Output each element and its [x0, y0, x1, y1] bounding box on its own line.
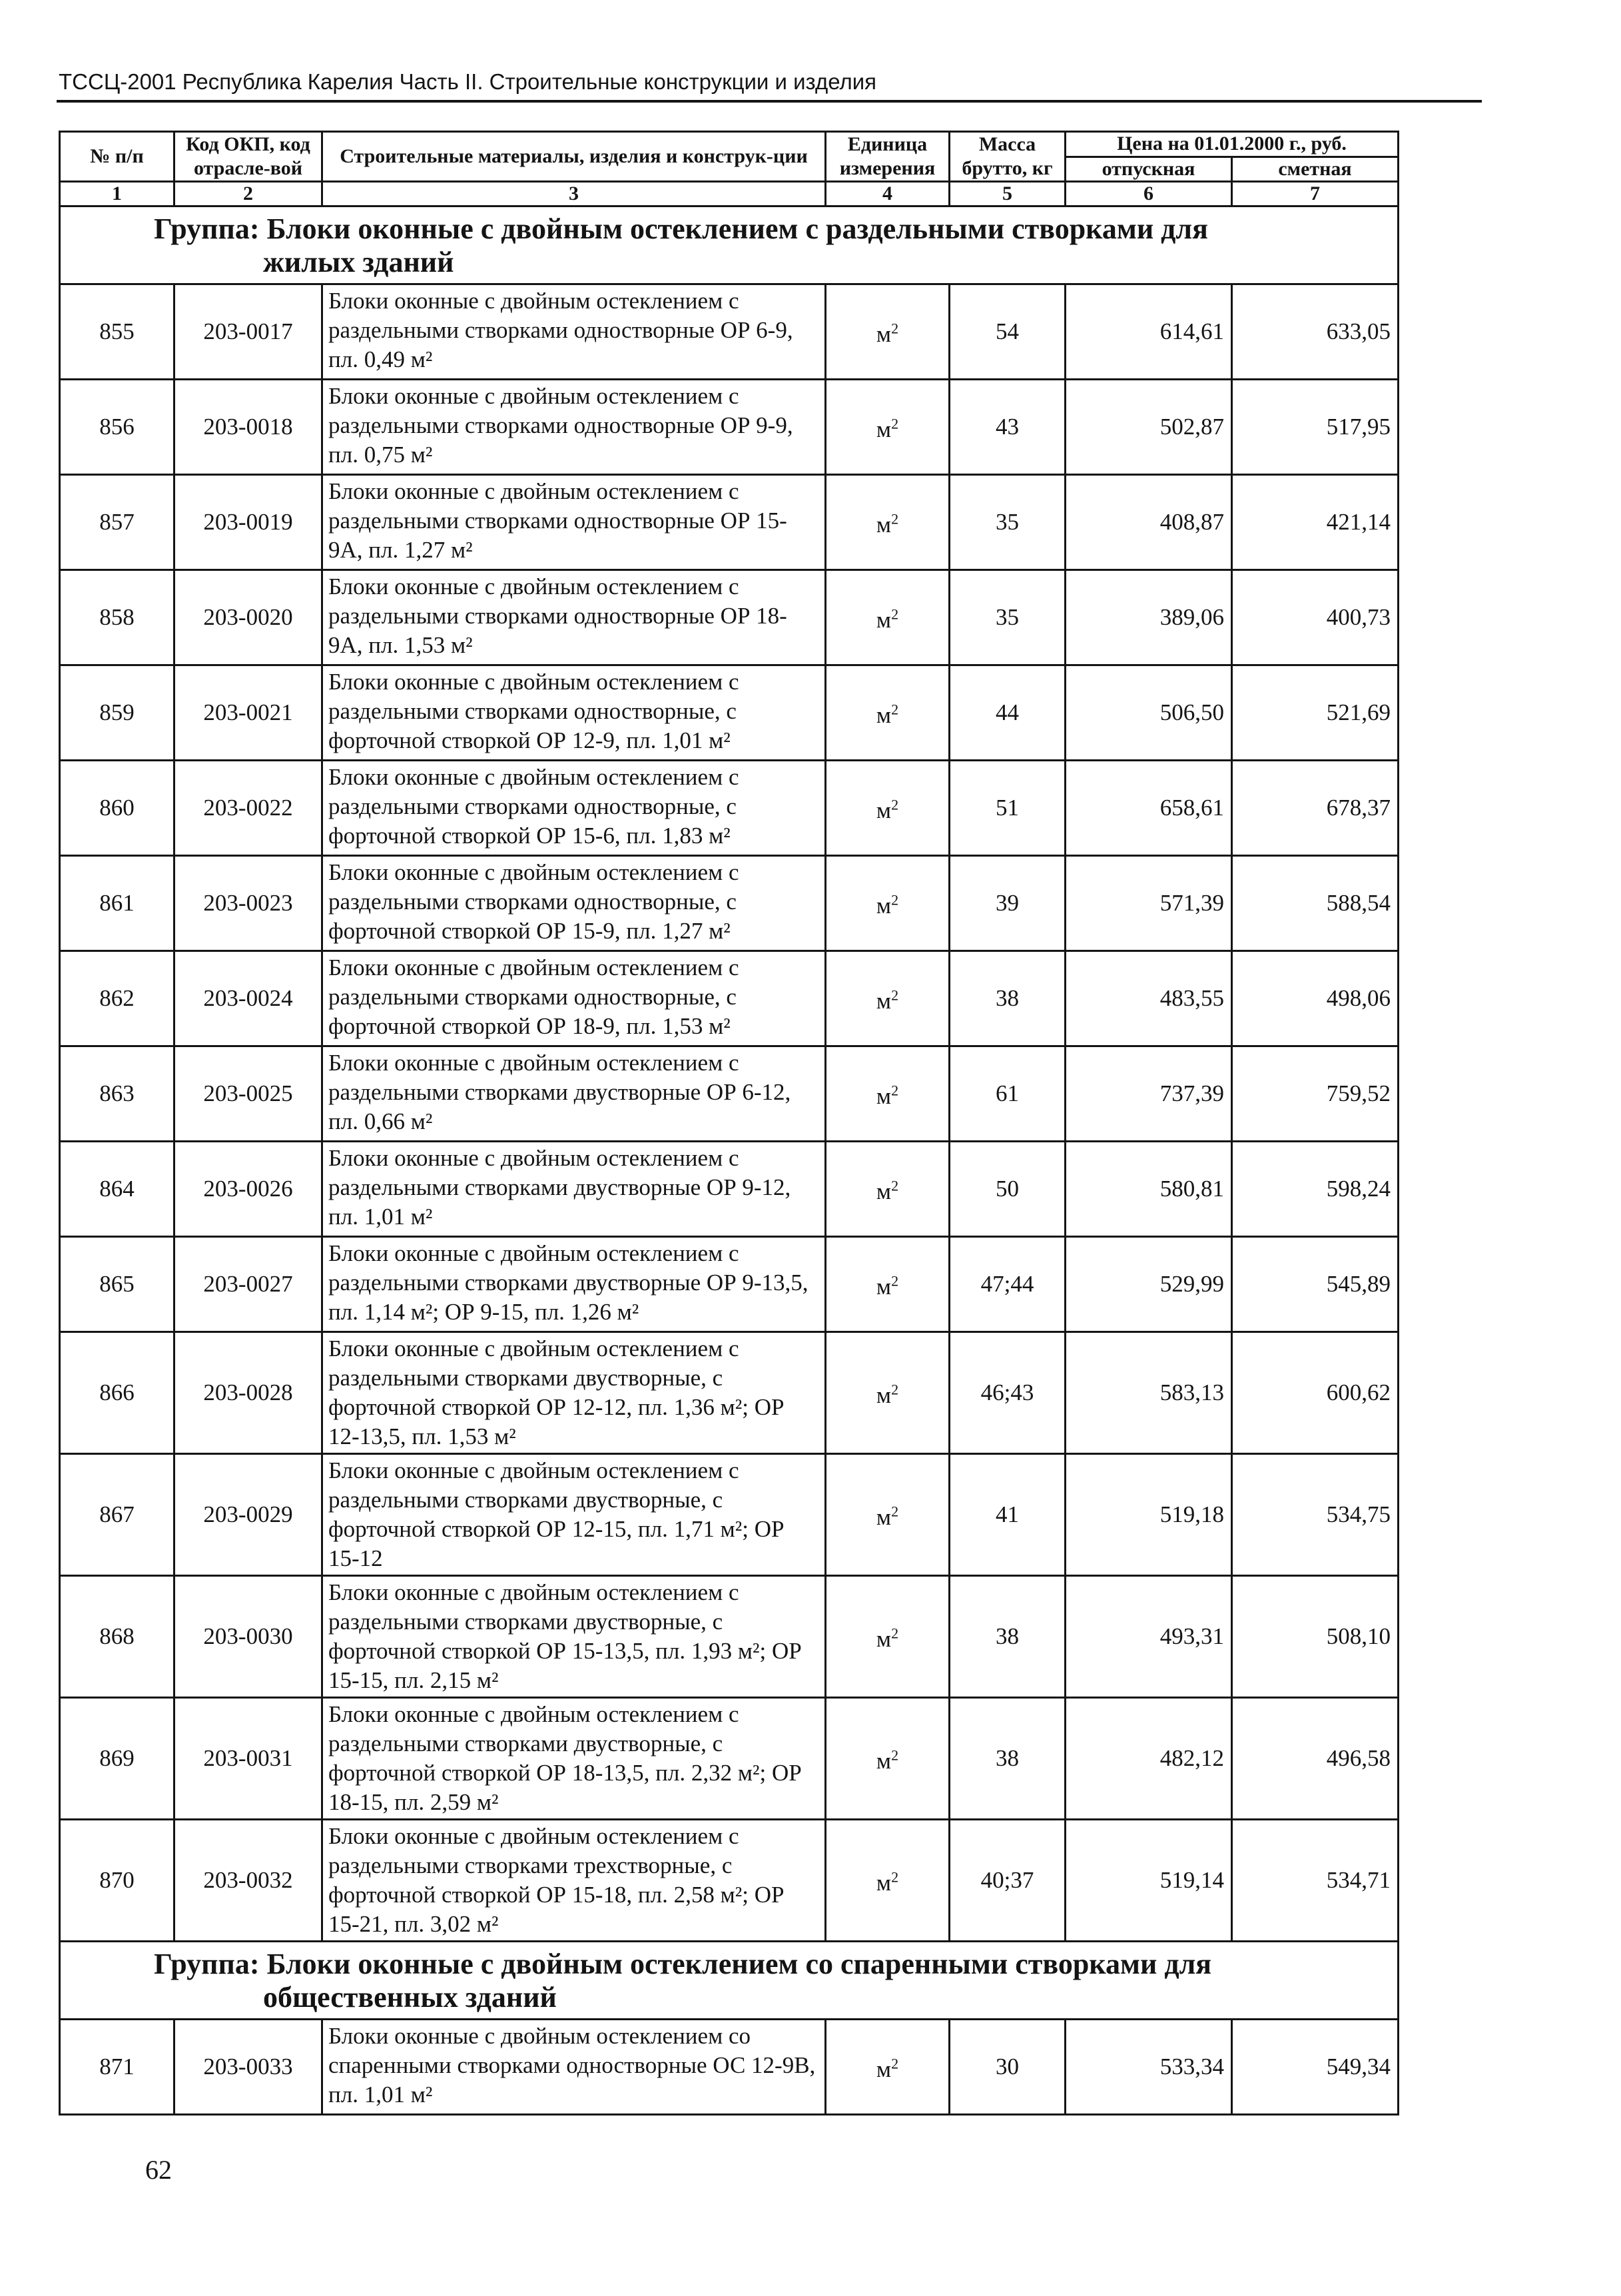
- col-header-num: № п/п: [60, 132, 174, 182]
- col-header-price-group: Цена на 01.01.2000 г., руб.: [1066, 132, 1399, 157]
- material-description: Блоки оконные с двойным остеклением с раздельными створками двустворные, с форточной створкой ОР 12-12, пл. 1,36 м²; ОР 12-13,5, пл. 1,53 м²: [322, 1332, 826, 1454]
- group-heading-lead: Группа: Блоки оконные с двойным остеклением со спаренными створками для: [154, 1948, 1212, 1980]
- table-row: [60, 380, 1399, 475]
- row-number: 855: [60, 284, 174, 380]
- okp-code: 203-0026: [174, 1142, 322, 1237]
- okp-code: 203-0032: [174, 1820, 322, 1942]
- okp-code: 203-0027: [174, 1237, 322, 1332]
- release-price-value: 571,39: [1066, 856, 1232, 951]
- material-description: Блоки оконные с двойным остеклением с раздельными створками одностворные ОР 9-9, пл. 0,75 м²: [322, 380, 826, 475]
- row-number: 867: [60, 1454, 174, 1576]
- estimate-price-value: 421,14: [1232, 475, 1399, 570]
- column-number: 5: [950, 182, 1066, 206]
- okp-code: 203-0018: [174, 380, 322, 475]
- column-number: 6: [1066, 182, 1232, 206]
- col-header-unit: Единица измерения: [826, 132, 950, 182]
- release-price-value: 519,18: [1066, 1454, 1232, 1576]
- unit-value: [876, 893, 898, 919]
- mass-value: 38: [950, 1576, 1066, 1698]
- unit-exponent: 2: [891, 1868, 899, 1886]
- unit-value: [876, 1083, 898, 1109]
- unit-symbol: м: [876, 512, 892, 538]
- okp-code: 203-0021: [174, 665, 322, 761]
- okp-code: 203-0025: [174, 1046, 322, 1142]
- material-description: Блоки оконные с двойным остеклением с раздельными створками одностворные, с форточной створкой ОР 18-9, пл. 1,53 м²: [322, 951, 826, 1046]
- release-price-value: 533,34: [1066, 2020, 1232, 2115]
- unit-value: [876, 1870, 898, 1896]
- table-row: [60, 856, 1399, 951]
- unit-symbol: м: [876, 2056, 892, 2083]
- unit-symbol: м: [876, 797, 892, 824]
- material-description: Блоки оконные с двойным остеклением со спаренными створками одностворные ОС 12-9В, пл. 1,01 м²: [322, 2020, 826, 2115]
- material-description: Блоки оконные с двойным остеклением с раздельными створками двустворные ОР 9-13,5, пл. 1,14 м²; ОР 9-15, пл. 1,26 м²: [322, 1237, 826, 1332]
- group-rows: [60, 2020, 1399, 2115]
- estimate-price-value: 498,06: [1232, 951, 1399, 1046]
- row-number: 860: [60, 761, 174, 856]
- mass-value: 35: [950, 475, 1066, 570]
- table-row: [60, 1046, 1399, 1142]
- group-heading: [67, 212, 1208, 279]
- material-description: Блоки оконные с двойным остеклением с раздельными створками одностворные ОР 15-9А, пл. 1,27 м²: [322, 475, 826, 570]
- unit-cell: [826, 380, 950, 475]
- unit-value: [876, 702, 898, 728]
- unit-cell: [826, 1698, 950, 1820]
- group-heading-row: [60, 206, 1399, 284]
- row-number: 861: [60, 856, 174, 951]
- row-number: 868: [60, 1576, 174, 1698]
- estimate-price-value: 600,62: [1232, 1332, 1399, 1454]
- mass-value: 50: [950, 1142, 1066, 1237]
- column-number: 3: [322, 182, 826, 206]
- estimate-price-value: 517,95: [1232, 380, 1399, 475]
- row-number: 864: [60, 1142, 174, 1237]
- unit-cell: [826, 475, 950, 570]
- material-description: Блоки оконные с двойным остеклением с раздельными створками двустворные, с форточной створкой ОР 12-15, пл. 1,71 м²; ОР 15-12: [322, 1454, 826, 1576]
- row-number: 859: [60, 665, 174, 761]
- column-number: 1: [60, 182, 174, 206]
- okp-code: 203-0029: [174, 1454, 322, 1576]
- unit-exponent: 2: [891, 605, 899, 623]
- price-table: [59, 131, 1399, 2115]
- mass-value: 46;43: [950, 1332, 1066, 1454]
- estimate-price-value: 496,58: [1232, 1698, 1399, 1820]
- column-number: 7: [1232, 182, 1399, 206]
- mass-value: 39: [950, 856, 1066, 951]
- group-heading-rest: жилых зданий: [263, 246, 454, 278]
- release-price-value: 482,12: [1066, 1698, 1232, 1820]
- estimate-price-value: 521,69: [1232, 665, 1399, 761]
- column-number: 4: [826, 182, 950, 206]
- col-header-materials: Строительные материалы, изделия и конструк-ции: [322, 132, 826, 182]
- unit-value: [876, 607, 898, 633]
- unit-value: [876, 416, 898, 442]
- release-price-value: 506,50: [1066, 665, 1232, 761]
- page-number: 62: [145, 2155, 172, 2185]
- unit-value: [876, 1626, 898, 1652]
- unit-cell: [826, 284, 950, 380]
- release-price-value: 614,61: [1066, 284, 1232, 380]
- mass-value: 47;44: [950, 1237, 1066, 1332]
- col-header-release-price: отпускная: [1066, 157, 1232, 182]
- group-heading: [67, 1948, 1211, 2014]
- unit-symbol: м: [876, 1178, 892, 1205]
- unit-exponent: 2: [891, 1625, 899, 1642]
- mass-value: 51: [950, 761, 1066, 856]
- estimate-price-value: 678,37: [1232, 761, 1399, 856]
- unit-symbol: м: [876, 1382, 892, 1409]
- mass-value: 40;37: [950, 1820, 1066, 1942]
- row-number: 866: [60, 1332, 174, 1454]
- unit-cell: [826, 856, 950, 951]
- material-description: Блоки оконные с двойным остеклением с раздельными створками одностворные ОР 6-9, пл. 0,49 м²: [322, 284, 826, 380]
- unit-cell: [826, 2020, 950, 2115]
- unit-exponent: 2: [891, 891, 899, 909]
- unit-symbol: м: [876, 1083, 892, 1110]
- estimate-price-value: 534,75: [1232, 1454, 1399, 1576]
- row-number: 870: [60, 1820, 174, 1942]
- okp-code: 203-0031: [174, 1698, 322, 1820]
- release-price-value: 483,55: [1066, 951, 1232, 1046]
- unit-cell: [826, 1046, 950, 1142]
- unit-cell: [826, 570, 950, 665]
- row-number: 863: [60, 1046, 174, 1142]
- release-price-value: 502,87: [1066, 380, 1232, 475]
- mass-value: 35: [950, 570, 1066, 665]
- mass-value: 30: [950, 2020, 1066, 2115]
- release-price-value: 389,06: [1066, 570, 1232, 665]
- okp-code: 203-0033: [174, 2020, 322, 2115]
- release-price-value: 493,31: [1066, 1576, 1232, 1698]
- estimate-price-value: 508,10: [1232, 1576, 1399, 1698]
- okp-code: 203-0017: [174, 284, 322, 380]
- okp-code: 203-0024: [174, 951, 322, 1046]
- unit-cell: [826, 1454, 950, 1576]
- material-description: Блоки оконные с двойным остеклением с раздельными створками двустворные ОР 6-12, пл. 0,66 м²: [322, 1046, 826, 1142]
- okp-code: 203-0023: [174, 856, 322, 951]
- unit-symbol: м: [876, 1626, 892, 1653]
- unit-symbol: м: [876, 321, 892, 348]
- unit-exponent: 2: [891, 1381, 899, 1398]
- okp-code: 203-0020: [174, 570, 322, 665]
- header-rule: [57, 100, 1482, 103]
- unit-exponent: 2: [891, 415, 899, 432]
- group-heading-row: [60, 1942, 1399, 2020]
- unit-exponent: 2: [891, 701, 899, 718]
- unit-value: [876, 321, 898, 347]
- col-header-estimate-price: сметная: [1232, 157, 1399, 182]
- material-description: Блоки оконные с двойным остеклением с раздельными створками одностворные, с форточной створкой ОР 15-9, пл. 1,27 м²: [322, 856, 826, 951]
- unit-value: [876, 1274, 898, 1300]
- unit-cell: [826, 665, 950, 761]
- unit-value: [876, 988, 898, 1014]
- group-rows: [60, 284, 1399, 1942]
- okp-code: 203-0022: [174, 761, 322, 856]
- row-number: 856: [60, 380, 174, 475]
- row-number: 869: [60, 1698, 174, 1820]
- material-description: Блоки оконные с двойным остеклением с раздельными створками одностворные ОР 18-9А, пл. 1,53 м²: [322, 570, 826, 665]
- unit-symbol: м: [876, 893, 892, 919]
- unit-cell: [826, 1142, 950, 1237]
- unit-exponent: 2: [891, 1082, 899, 1099]
- unit-cell: [826, 1576, 950, 1698]
- table-row: [60, 761, 1399, 856]
- unit-cell: [826, 1820, 950, 1942]
- running-header: ТССЦ-2001 Республика Карелия Часть II. Строительные конструкции и изделия: [59, 69, 877, 94]
- material-description: Блоки оконные с двойным остеклением с раздельными створками двустворные ОР 9-12, пл. 1,01 м²: [322, 1142, 826, 1237]
- release-price-value: 737,39: [1066, 1046, 1232, 1142]
- row-number: 862: [60, 951, 174, 1046]
- unit-value: [876, 512, 898, 538]
- column-number: 2: [174, 182, 322, 206]
- col-header-mass: Масса брутто, кг: [950, 132, 1066, 182]
- estimate-price-value: 598,24: [1232, 1142, 1399, 1237]
- table-row: [60, 570, 1399, 665]
- unit-cell: [826, 1332, 950, 1454]
- table-row: [60, 475, 1399, 570]
- table-row: [60, 1454, 1399, 1576]
- table-row: [60, 284, 1399, 380]
- unit-exponent: 2: [891, 1177, 899, 1194]
- unit-symbol: м: [876, 988, 892, 1014]
- unit-value: [876, 1382, 898, 1408]
- material-description: Блоки оконные с двойным остеклением с раздельными створками двустворные, с форточной створкой ОР 18-13,5, пл. 2,32 м²; ОР 18-15, пл. 2,59 м²: [322, 1698, 826, 1820]
- unit-symbol: м: [876, 1748, 892, 1774]
- table-row: [60, 1698, 1399, 1820]
- mass-value: 41: [950, 1454, 1066, 1576]
- unit-value: [876, 1504, 898, 1530]
- release-price-value: 658,61: [1066, 761, 1232, 856]
- release-price-value: 408,87: [1066, 475, 1232, 570]
- mass-value: 38: [950, 951, 1066, 1046]
- mass-value: 43: [950, 380, 1066, 475]
- estimate-price-value: 759,52: [1232, 1046, 1399, 1142]
- table-row: [60, 1142, 1399, 1237]
- estimate-price-value: 588,54: [1232, 856, 1399, 951]
- unit-value: [876, 2056, 898, 2082]
- release-price-value: 529,99: [1066, 1237, 1232, 1332]
- mass-value: 54: [950, 284, 1066, 380]
- unit-exponent: 2: [891, 1503, 899, 1520]
- unit-exponent: 2: [891, 2055, 899, 2072]
- row-number: 865: [60, 1237, 174, 1332]
- material-description: Блоки оконные с двойным остеклением с раздельными створками двустворные, с форточной створкой ОР 15-13,5, пл. 1,93 м²; ОР 15-15, пл. 2,15 м²: [322, 1576, 826, 1698]
- unit-cell: [826, 761, 950, 856]
- unit-exponent: 2: [891, 320, 899, 337]
- estimate-price-value: 549,34: [1232, 2020, 1399, 2115]
- table-row: [60, 665, 1399, 761]
- unit-symbol: м: [876, 702, 892, 729]
- col-header-okp-code: Код ОКП, код отрасле-вой: [174, 132, 322, 182]
- unit-exponent: 2: [891, 1272, 899, 1290]
- unit-value: [876, 1748, 898, 1774]
- estimate-price-value: 545,89: [1232, 1237, 1399, 1332]
- unit-symbol: м: [876, 416, 892, 443]
- row-number: 871: [60, 2020, 174, 2115]
- okp-code: 203-0030: [174, 1576, 322, 1698]
- unit-symbol: м: [876, 607, 892, 633]
- unit-symbol: м: [876, 1870, 892, 1896]
- unit-cell: [826, 1237, 950, 1332]
- unit-value: [876, 797, 898, 823]
- table-row: [60, 1820, 1399, 1942]
- mass-value: 38: [950, 1698, 1066, 1820]
- okp-code: 203-0019: [174, 475, 322, 570]
- unit-exponent: 2: [891, 796, 899, 813]
- material-description: Блоки оконные с двойным остеклением с раздельными створками трехстворные, с форточной створкой ОР 15-18, пл. 2,58 м²; ОР 15-21, пл. 3,02 м²: [322, 1820, 826, 1942]
- table-header: [60, 132, 1399, 206]
- okp-code: 203-0028: [174, 1332, 322, 1454]
- unit-exponent: 2: [891, 986, 899, 1004]
- mass-value: 61: [950, 1046, 1066, 1142]
- unit-symbol: м: [876, 1504, 892, 1531]
- unit-cell: [826, 951, 950, 1046]
- unit-value: [876, 1178, 898, 1204]
- column-number-row: [60, 182, 1399, 206]
- estimate-price-value: 400,73: [1232, 570, 1399, 665]
- row-number: 858: [60, 570, 174, 665]
- table-row: [60, 1576, 1399, 1698]
- unit-exponent: 2: [891, 510, 899, 528]
- table-row: [60, 1332, 1399, 1454]
- release-price-value: 583,13: [1066, 1332, 1232, 1454]
- release-price-value: 580,81: [1066, 1142, 1232, 1237]
- row-number: 857: [60, 475, 174, 570]
- table-row: [60, 2020, 1399, 2115]
- unit-exponent: 2: [891, 1746, 899, 1764]
- group-heading-lead: Группа: Блоки оконные с двойным остеклением с раздельными створками для: [154, 212, 1208, 245]
- group-heading-rest: общественных зданий: [263, 1981, 557, 2014]
- unit-symbol: м: [876, 1274, 892, 1300]
- estimate-price-value: 633,05: [1232, 284, 1399, 380]
- mass-value: 44: [950, 665, 1066, 761]
- material-description: Блоки оконные с двойным остеклением с раздельными створками одностворные, с форточной створкой ОР 12-9, пл. 1,01 м²: [322, 665, 826, 761]
- release-price-value: 519,14: [1066, 1820, 1232, 1942]
- estimate-price-value: 534,71: [1232, 1820, 1399, 1942]
- material-description: Блоки оконные с двойным остеклением с раздельными створками одностворные, с форточной створкой ОР 15-6, пл. 1,83 м²: [322, 761, 826, 856]
- table-row: [60, 1237, 1399, 1332]
- table-row: [60, 951, 1399, 1046]
